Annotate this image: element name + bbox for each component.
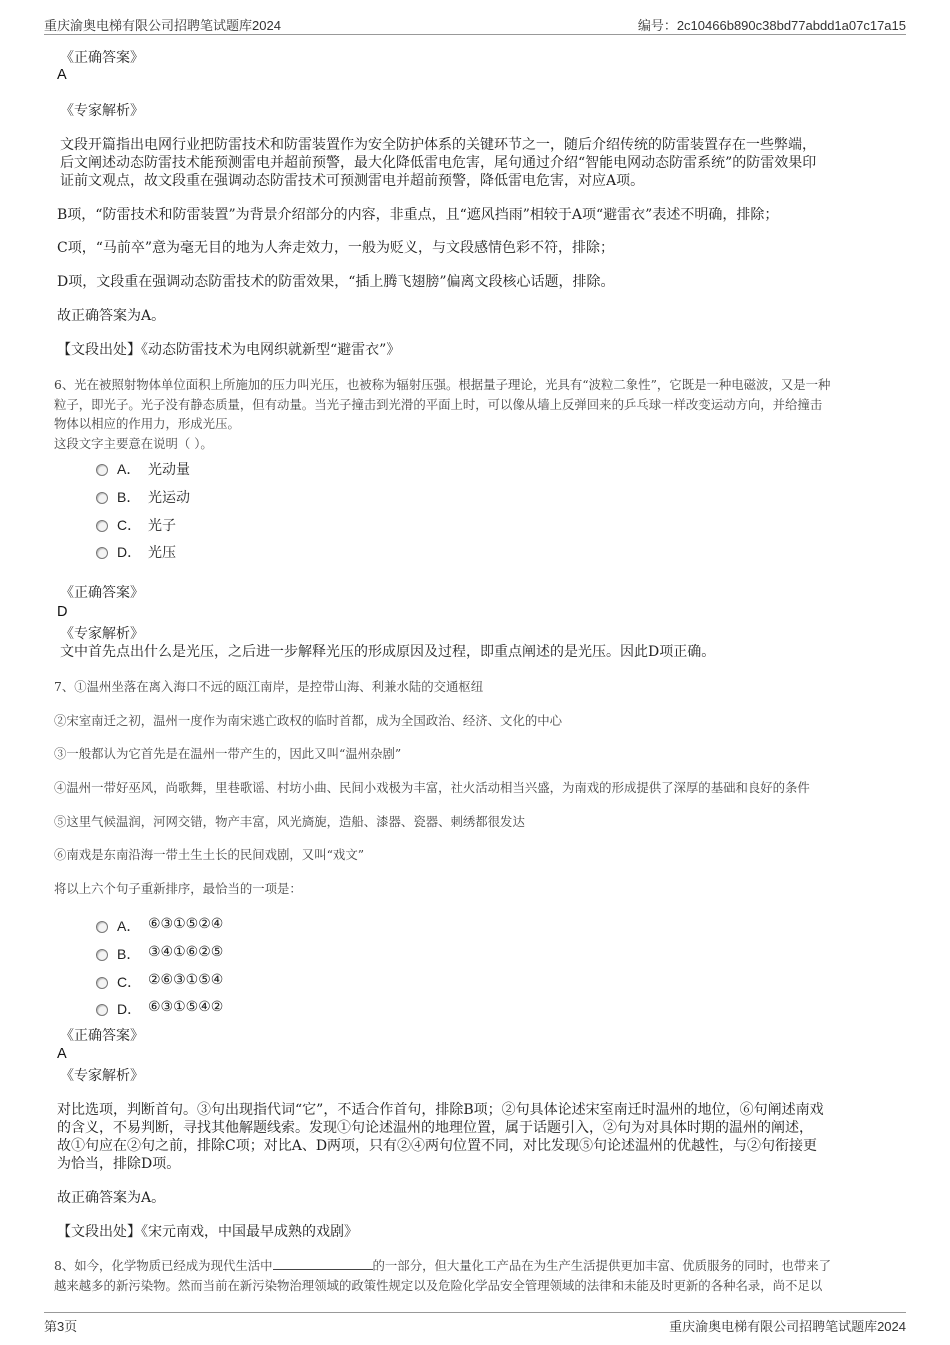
conclusion: 故正确答案为A。 xyxy=(57,308,166,324)
option-letter: B． xyxy=(117,946,141,962)
footer-title: 重庆渝奥电梯有限公司招聘笔试题库2024 xyxy=(669,1319,906,1334)
analysis-line: 故①句应在②句之前，排除C项；对比A、D两项，只有②④两句位置不同，对比发现⑤句论述温州的优越性，与②句衔接更 xyxy=(57,1138,818,1154)
analysis-line: 为恰当，排除D项。 xyxy=(57,1156,181,1172)
answer-heading: 《正确答案》 xyxy=(60,1028,144,1044)
question-stem: 6、光在被照射物体单位面积上所施加的压力叫光压，也被称为辐射压强。根据量子理论，光具有“波粒二象性”，它既是一种电磁波，又是一种 xyxy=(54,377,831,392)
answer-value: D xyxy=(57,604,68,620)
question-sentence: ⑤这里气候温润，河网交错，物产丰富，风光旖旎，造船、漆器、瓷器、刺绣都很发达 xyxy=(54,814,525,829)
analysis-option-b: B项，“防雷技术和防雷装置”为背景介绍部分的内容，非重点，且“遮风挡雨”相较于A项“避雷衣”表述不明确，排除； xyxy=(57,207,779,223)
option-letter: D． xyxy=(117,544,142,560)
header-doc-id: 编号：2c10466b890c38bd77abdd1a07c17a15 xyxy=(637,18,906,33)
question-prompt: 将以上六个句子重新排序，最恰当的一项是： xyxy=(54,881,302,896)
option-text: ②⑥③①⑤④ xyxy=(148,972,224,988)
stem-text: 8、如今，化学物质已经成为现代生活中 xyxy=(54,1258,273,1273)
question-stem xyxy=(54,1256,831,1275)
question-sentence: ⑥南戏是东南沿海一带土生土长的民间戏剧，又叫“戏文” xyxy=(54,847,365,862)
analysis-line: 对比选项，判断首句。③句出现指代词“它”，不适合作首句，排除B项；②句具体论述宋室南迁时温州的地位，⑥句阐述南戏 xyxy=(57,1102,824,1118)
option-text: 光子 xyxy=(148,518,176,534)
option-letter: B． xyxy=(117,489,141,505)
radio-button[interactable] xyxy=(96,464,108,476)
fill-blank xyxy=(273,1257,373,1270)
analysis-line: 后文阐述动态防雷技术能预测雷电并超前预警，最大化降低雷电危害，尾句通过介绍“智能电网动态防雷系统”的防雷效果印 xyxy=(60,155,817,171)
analysis-heading: 《专家解析》 xyxy=(60,1068,144,1084)
answer-heading: 《正确答案》 xyxy=(60,50,144,66)
radio-button[interactable] xyxy=(96,547,108,559)
option-text: 光运动 xyxy=(148,490,190,506)
analysis-option-c: C项，“马前卒”意为毫无目的地为人奔走效力，一般为贬义，与文段感情色彩不符，排除； xyxy=(57,240,615,256)
radio-button[interactable] xyxy=(96,492,108,504)
analysis-text: 文中首先点出什么是光压，之后进一步解释光压的形成原因及过程，即重点阐述的是光压。因此D项正确。 xyxy=(60,644,716,660)
page-header xyxy=(44,14,906,35)
option-text: ⑥③①⑤④② xyxy=(148,999,224,1015)
answer-value: A xyxy=(57,1046,67,1062)
question-sentence: ②宋室南迁之初，温州一度作为南宋逃亡政权的临时首都，成为全国政治、经济、文化的中心 xyxy=(54,713,563,728)
option-text: ⑥③①⑤②④ xyxy=(148,916,224,932)
question-sentence: ③一般都认为它首先是在温州一带产生的，因此又叫“温州杂剧” xyxy=(54,746,402,761)
header-title: 重庆渝奥电梯有限公司招聘笔试题库2024 xyxy=(44,18,281,33)
option-letter: C． xyxy=(117,974,142,990)
radio-button[interactable] xyxy=(96,1004,108,1016)
question-sentence: 7、①温州坐落在离入海口不远的瓯江南岸，是控带山海、利兼水陆的交通枢纽 xyxy=(54,679,484,694)
answer-heading: 《正确答案》 xyxy=(60,585,144,601)
analysis-line: 的含义，不易判断，寻找其他解题线索。发现①句论述温州的地理位置，属于话题引入，②句为对具体时期的温州的阐述， xyxy=(57,1120,813,1136)
page-footer xyxy=(44,1312,906,1335)
radio-button[interactable] xyxy=(96,921,108,933)
option-letter: D． xyxy=(117,1001,142,1017)
radio-button[interactable] xyxy=(96,977,108,989)
source-citation: 【文段出处】《宋元南戏，中国最早成熟的戏剧》 xyxy=(57,1224,358,1240)
option-letter: C． xyxy=(117,517,142,533)
analysis-line: 证前文观点，故文段重在强调动态防雷技术可预测雷电并超前预警，降低雷电危害，对应A项。 xyxy=(60,173,645,189)
option-text: ③④①⑥②⑤ xyxy=(148,944,224,960)
stem-text: 的一部分，但大量化工产品在为生产生活提供更加丰富、优质服务的同时，也带来了 xyxy=(372,1258,831,1273)
option-letter: A． xyxy=(117,918,141,934)
page-number: 第3页 xyxy=(44,1319,78,1334)
question-stem: 越来越多的新污染物。然而当前在新污染物治理领域的政策性规定以及危险化学品安全管理领域的法律和未能及时更新的各种名录，尚不足以 xyxy=(54,1278,823,1293)
conclusion: 故正确答案为A。 xyxy=(57,1190,166,1206)
option-text: 光压 xyxy=(148,545,176,561)
question-stem: 粒子，即光子。光子没有静态质量，但有动量。当光子撞击到光滑的平面上时，可以像从墙上反弹回来的乒乓球一样改变运动方向，并给撞击 xyxy=(54,397,823,412)
analysis-heading: 《专家解析》 xyxy=(60,626,144,642)
analysis-option-d: D项，文段重在强调动态防雷技术的防雷效果，“插上腾飞翅膀”偏离文段核心话题，排除。 xyxy=(57,274,615,290)
analysis-heading: 《专家解析》 xyxy=(60,103,144,119)
analysis-line: 文段开篇指出电网行业把防雷技术和防雷装置作为安全防护体系的关键环节之一，随后介绍传统的防雷装置存在一些弊端， xyxy=(60,137,816,153)
question-prompt: 这段文字主要意在说明（ ）。 xyxy=(54,436,213,451)
radio-button[interactable] xyxy=(96,949,108,961)
radio-button[interactable] xyxy=(96,520,108,532)
question-stem: 物体以相应的作用力，形成光压。 xyxy=(54,416,240,431)
option-letter: A． xyxy=(117,461,141,477)
option-text: 光动量 xyxy=(148,462,190,478)
question-sentence: ④温州一带好巫风，尚歌舞，里巷歌谣、村坊小曲、民间小戏极为丰富，社火活动相当兴盛，为南戏的形成提供了深厚的基础和良好的条件 xyxy=(54,780,810,795)
source-citation: 【文段出处】《动态防雷技术为电网织就新型“避雷衣”》 xyxy=(57,342,401,358)
answer-value: A xyxy=(57,67,67,83)
